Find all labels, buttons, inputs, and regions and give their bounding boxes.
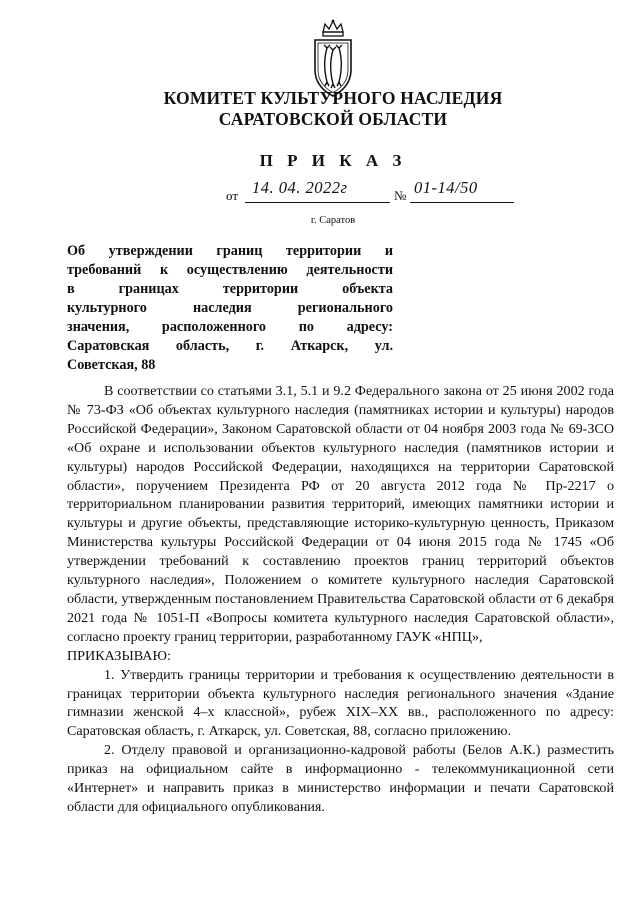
organization-name bbox=[40, 88, 626, 130]
number-label: № bbox=[394, 188, 407, 203]
subject-line: требований к осуществлению деятельности bbox=[67, 262, 393, 278]
subject-line: Об утверждении границ территории и bbox=[67, 243, 393, 259]
city-label: г. Саратов bbox=[310, 215, 356, 226]
handwritten-date: 14. 04. 2022г bbox=[252, 178, 348, 197]
date-label: от bbox=[226, 188, 239, 203]
subject-line: культурного наследия регионального bbox=[67, 300, 393, 316]
subject-line: Саратовская область, г. Аткарск, ул. bbox=[67, 338, 393, 354]
handwritten-number: 01-14/50 bbox=[414, 178, 478, 197]
subject-line: значения, расположенного по адресу: bbox=[67, 319, 393, 335]
subject-line: Советская, 88 bbox=[67, 357, 156, 373]
date-underline bbox=[245, 202, 390, 203]
organization-line-1: КОМИТЕТ КУЛЬТУРНОГО НАСЛЕДИЯ bbox=[163, 88, 503, 108]
order-keyword: ПРИКАЗЫВАЮ: bbox=[67, 647, 171, 664]
organization-line-2: САРАТОВСКОЙ ОБЛАСТИ bbox=[218, 109, 448, 129]
order-subject bbox=[67, 242, 393, 375]
order-body bbox=[67, 382, 614, 817]
document-type-title: П Р И К А З bbox=[259, 151, 407, 170]
preamble-paragraph: В соответствии со статьями 3.1, 5.1 и 9.2 Федерального закона от 25 июня 2002 года № 73-ФЗ «Об объектах культурного наследия (памятниках истории и культуры) народов Российской Федерации», Законом Саратовской области от 04 ноября 2003 года № 69-ЗСО «Об охране и использовании объектов культурного наследия (памятников истории и культуры) народов Российской Федерации, находящихся на территории Саратовской области», поручением Президента РФ от 20 августа 2012 года № Пр-2217 о территориальном планировании развития территорий, имеющих памятники истории и культуры и другие объекты, представляющие историко-культурную ценность, Приказом Министерства культуры Российской Федерации от 04 июня 2015 года № 1745 «Об утверждении требований к составлению проектов границ территорий объектов культурного наследия», Положением о комитете культурного наследия Саратовской области, утвержденным постановлением Правительства Саратовской области от 6 декабря 2021 года № 1051-П «Вопросы комитета культурного наследия Саратовской области», согласно проекту границ территории, разработанному ГАУК «НПЦ», bbox=[67, 383, 614, 645]
number-underline bbox=[410, 202, 514, 203]
subject-line: в границах территории объекта bbox=[67, 281, 393, 297]
order-item-2: 2. Отделу правовой и организационно-кадровой работы (Белов А.К.) разместить приказ на официальном сайте в информационно - телекоммуникационной сети «Интернет» и направить приказ в министерство информации и печати Саратовской области для официального опубликования. bbox=[67, 742, 614, 815]
order-date-number-line bbox=[226, 178, 526, 206]
order-item-1: 1. Утвердить границы территории и требования к осуществлению деятельности в границах территории объекта культурного наследия регионального значения «Здание гимназии женской 4–х классной», рубеж XIX–XX вв., расположенного по адресу: Саратовская область, г. Аткарск, ул. Советская, 88, согласно приложению. bbox=[67, 666, 614, 740]
